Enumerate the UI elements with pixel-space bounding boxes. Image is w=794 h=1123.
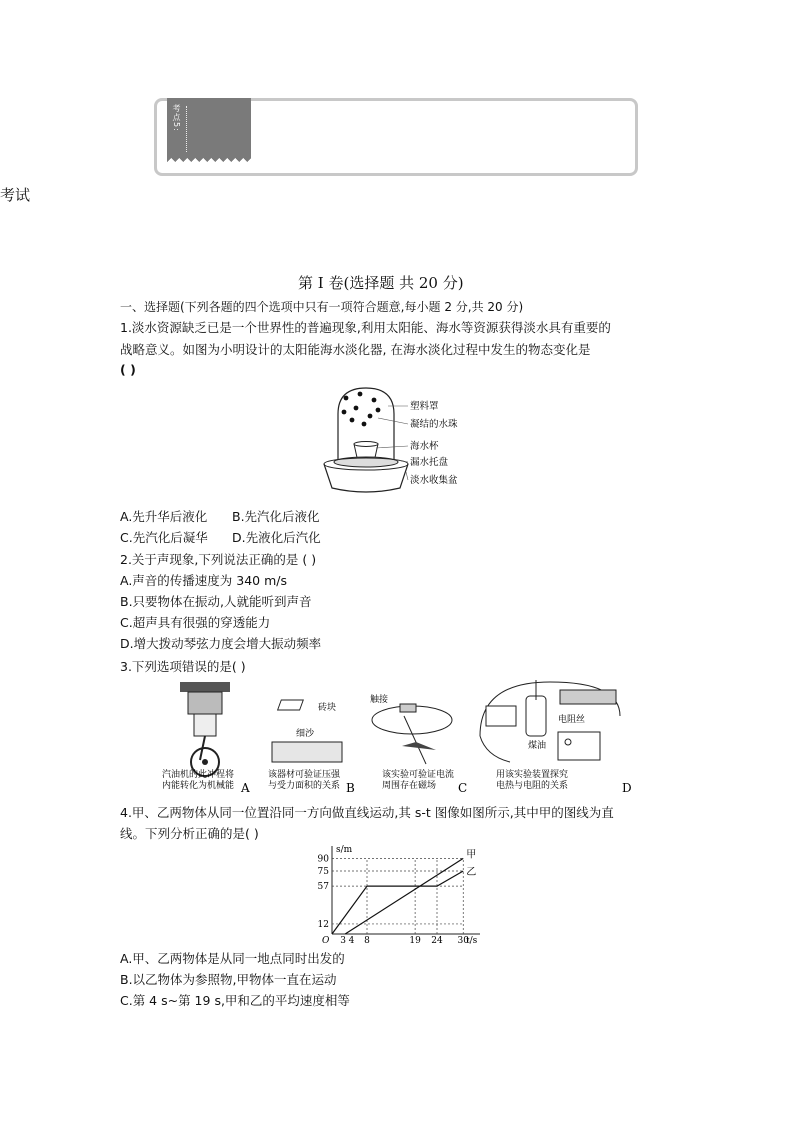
q1-label-cup: 海水杯: [410, 441, 439, 452]
x-tick-label-2: 8: [364, 936, 370, 946]
series-line-1: [332, 871, 463, 934]
q3-b-caption-1: 该器材可验证压强: [268, 770, 341, 780]
q1-figure: [316, 384, 476, 500]
q3-letter-b: B: [346, 781, 355, 795]
q3-letter-d: D: [622, 781, 632, 795]
series-label-1: 乙: [466, 867, 477, 878]
q3-a-caption-1: 汽油机的此冲程将: [162, 770, 235, 780]
q3-c-caption-2: 周围存在磁场: [382, 781, 437, 791]
q3-d-caption-2: 电热与电阻的关系: [496, 781, 569, 791]
q3-a-caption-2: 内能转化为机械能: [162, 781, 235, 791]
q4-option-c: C.第 4 s~第 19 s,甲和乙的平均速度相等: [120, 993, 350, 1008]
q3-letter-a: A: [241, 781, 250, 795]
q1-option-b: B.先汽化后液化: [232, 509, 320, 524]
y-tick-label-1: 57: [317, 882, 329, 893]
q4-line1: 4.甲、乙两物体从同一位置沿同一方向做直线运动,其 s-t 图像如图所示,其中甲的图线为直: [120, 805, 614, 820]
q1-label-droplets: 凝结的水珠: [410, 419, 458, 430]
q3-b-sand: 细沙: [296, 729, 315, 739]
x-tick-label-3: 19: [409, 936, 421, 946]
x-axis-label: t/s: [466, 936, 478, 946]
q3-letter-c: C: [458, 781, 468, 795]
q2-option-a: A.声音的传播速度为 340 m/s: [120, 573, 288, 588]
q4-line2: 线。下列分析正确的是( ): [120, 826, 259, 841]
q3-d-caption-1: 用该实验装置探究: [496, 770, 569, 780]
q3-figure: [150, 676, 650, 802]
header-tab-edge: [167, 158, 251, 166]
q1-option-c: C.先汽化后凝华: [120, 530, 208, 545]
q4-chart: [308, 842, 488, 950]
q1-label-cover: 塑料罩: [410, 401, 439, 412]
section-title: 第 I 卷(选择题 共 20 分): [298, 274, 464, 292]
q3-b-brick: 砖块: [318, 703, 337, 713]
q2-option-b: B.只要物体在振动,人就能听到声音: [120, 594, 312, 609]
x-tick-label-1: 4: [348, 936, 355, 946]
header-tab-dots: [186, 106, 188, 152]
q4-option-b: B.以乙物体为参照物,甲物体一直在运动: [120, 972, 337, 987]
q2-stem: 2.关于声现象,下列说法正确的是 ( ): [120, 552, 317, 567]
q1-option-d: D.先液化后汽化: [232, 530, 321, 545]
q1-label-tray: 漏水托盘: [410, 457, 449, 468]
q1-line1: 1.淡水资源缺乏已是一个世界性的普遍现象,利用太阳能、海水等资源获得淡水具有重要的: [120, 320, 611, 335]
q1-blank: ( ): [120, 362, 136, 377]
origin-label: O: [322, 936, 330, 946]
side-word: 考试: [0, 186, 31, 204]
x-tick-label-5: 30: [457, 936, 469, 946]
q1-option-a: A.先升华后液化: [120, 509, 208, 524]
q2-option-c: C.超声具有很强的穿透能力: [120, 615, 271, 630]
q2-option-d: D.增大拨动琴弦力度会增大振动频率: [120, 636, 322, 651]
q3-b-caption-2: 与受力面积的关系: [268, 781, 341, 791]
section-instruction: 一、选择题(下列各题的四个选项中只有一项符合题意,每小题 2 分,共 20 分): [120, 300, 524, 314]
y-tick-label-2: 75: [317, 867, 329, 877]
header-tab-text: 考点5:: [172, 104, 181, 132]
q1-label-basin: 淡水收集盆: [410, 475, 458, 486]
y-tick-label-0: 12: [317, 919, 329, 930]
q3-c-touch: 触接: [370, 695, 389, 705]
series-line-0: [345, 858, 463, 934]
x-tick-label-4: 24: [431, 936, 443, 946]
q4-option-a: A.甲、乙两物体是从同一地点同时出发的: [120, 951, 345, 966]
q3-stem: 3.下列选项错误的是( ): [120, 659, 246, 674]
y-axis-label: s/m: [336, 845, 353, 855]
x-tick-label-0: 3: [340, 936, 346, 946]
q1-line2: 战略意义。如图为小明设计的太阳能海水淡化器, 在海水淡化过程中发生的物态变化是: [120, 342, 591, 357]
q3-c-caption-1: 该实验可验证电流: [382, 770, 455, 780]
y-tick-label-3: 90: [317, 854, 329, 865]
q3-d-kerosene: 煤油: [528, 741, 547, 751]
q3-d-resistor: 电阻丝: [558, 715, 586, 725]
series-label-0: 甲: [466, 849, 477, 861]
